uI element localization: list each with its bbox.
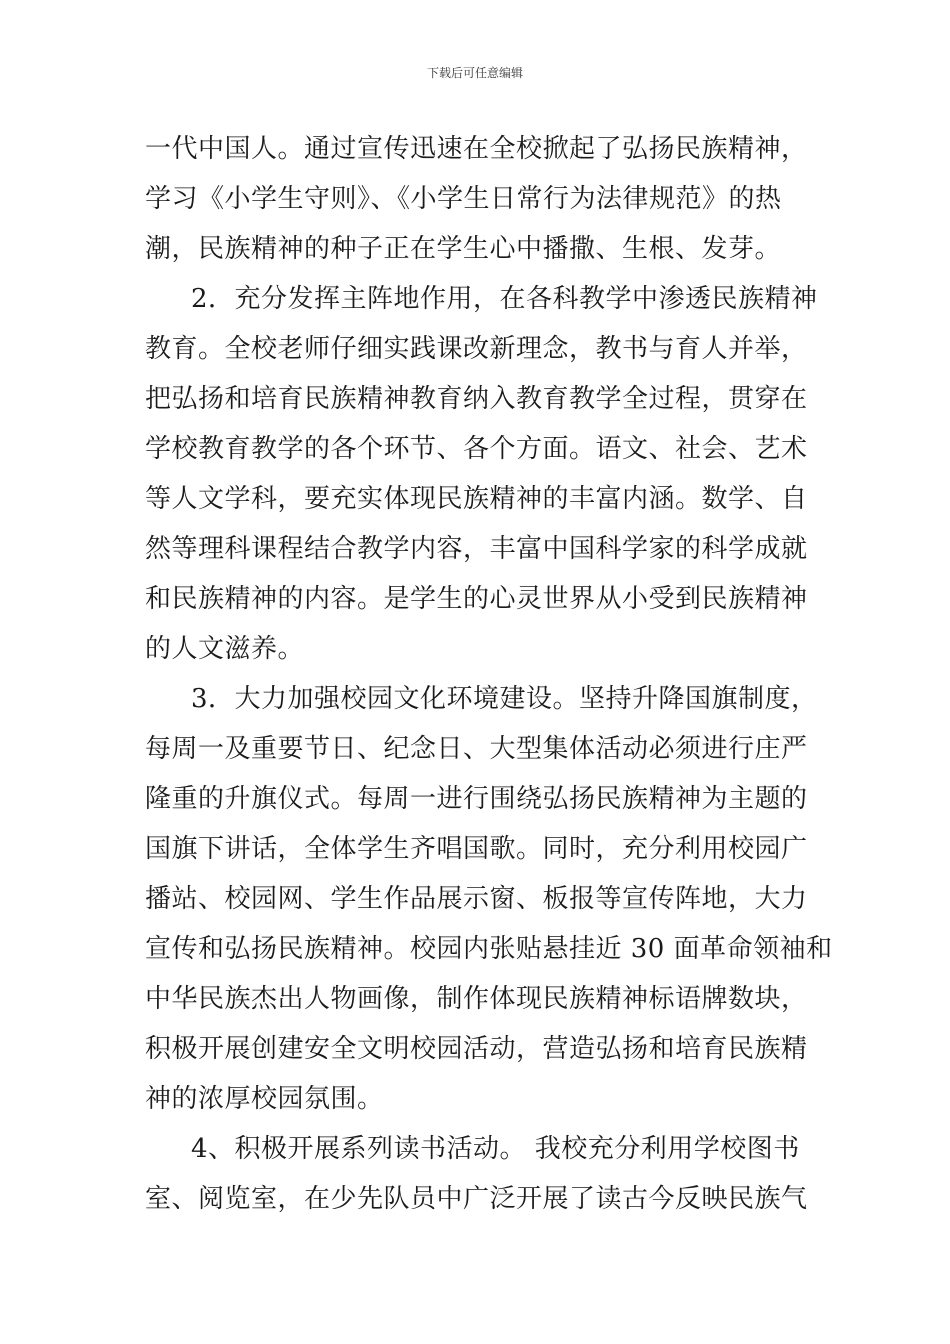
- text-line: 和民族精神的内容。是学生的心灵世界从小受到民族精神: [145, 584, 808, 614]
- text-line: 学校教育教学的各个环节、各个方面。语文、社会、艺术: [145, 434, 808, 464]
- page-header: 下载后可任意编辑: [426, 66, 523, 80]
- text-line: 室、阅览室，在少先队员中广泛开展了读古今反映民族气: [145, 1184, 808, 1214]
- text-line: 积极开展创建安全文明校园活动，营造弘扬和培育民族精: [145, 1034, 808, 1064]
- text-line: 播站、校园网、学生作品展示窗、板报等宣传阵地，大力: [145, 884, 808, 914]
- text-line: 的人文滋养。: [145, 634, 305, 664]
- text-line: 潮，民族精神的种子正在学生心中播撒、生根、发芽。: [145, 234, 782, 264]
- text-line: 宣传和弘扬民族精神。校园内张贴悬挂近 30 面革命领袖和: [145, 934, 833, 964]
- text-line: 学习《小学生守则》、《小学生日常行为法律规范》的热: [145, 184, 782, 214]
- text-line: 把弘扬和培育民族精神教育纳入教育教学全过程，贯穿在: [145, 384, 808, 414]
- text-line: 神的浓厚校园氛围。: [145, 1084, 384, 1114]
- text-line: 等人文学科，要充实体现民族精神的丰富内涵。数学、自: [145, 484, 808, 514]
- text-line: 然等理科课程结合教学内容，丰富中国科学家的科学成就: [145, 534, 808, 564]
- text-line: 每周一及重要节日、纪念日、大型集体活动必须进行庄严: [145, 734, 808, 764]
- text-line: 国旗下讲话，全体学生齐唱国歌。同时，充分利用校园广: [145, 834, 808, 864]
- document-body: [145, 124, 833, 1224]
- text-line: 教育。全校老师仔细实践课改新理念，教书与育人并举，: [145, 334, 808, 364]
- text-line: 中华民族杰出人物画像，制作体现民族精神标语牌数块，: [145, 984, 808, 1014]
- text-line: 隆重的升旗仪式。每周一进行围绕弘扬民族精神为主题的: [145, 784, 808, 814]
- paragraph-start-line: 2．充分发挥主阵地作用，在各科教学中渗透民族精神: [191, 284, 818, 314]
- text-line: 一代中国人。通过宣传迅速在全校掀起了弘扬民族精神，: [145, 134, 808, 164]
- paragraph-start-line: 3．大力加强校园文化环境建设。坚持升降国旗制度，: [191, 684, 818, 714]
- paragraph-start-line: 4、积极开展系列读书活动。 我校充分利用学校图书: [191, 1134, 800, 1164]
